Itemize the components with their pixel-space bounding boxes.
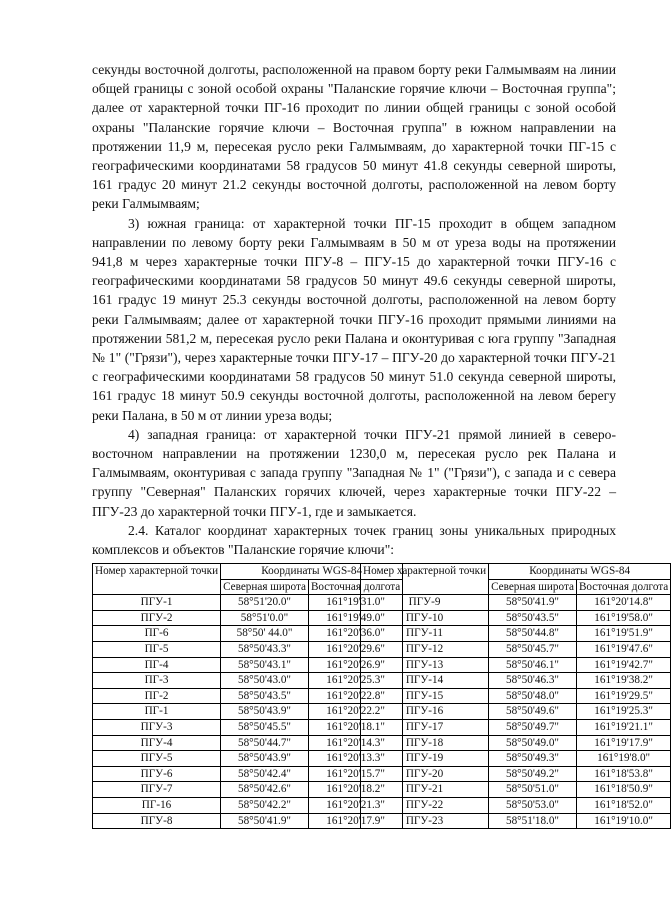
longitude-cell: 161°18'53.8" <box>576 766 670 782</box>
table-row <box>93 657 403 673</box>
header-coords-system: Координаты WGS-84 <box>221 564 403 580</box>
header-north-latitude: Северная широта <box>221 579 309 595</box>
longitude-cell: 161°19'21.1" <box>576 719 670 735</box>
coordinates-table-right <box>360 563 671 829</box>
point-name-cell: ПГУ-8 <box>93 813 221 829</box>
longitude-cell: 161°20'13.3" <box>308 751 402 767</box>
document-body <box>92 60 616 559</box>
table-row <box>93 751 403 767</box>
point-name-cell: ПГУ-22 <box>361 797 489 813</box>
latitude-cell: 58°50'44.8" <box>489 626 577 642</box>
paragraph-west-boundary: 4) западная граница: от характерной точки ПГУ-21 прямой линией в северо-восточном направлении на протяжении 1230,0 м, пересекая русло рек Палана и Галмымваям, оконтуривая с запада группу "Западная № 1" ("Грязи"), с запада и с севера группу "Северная" Паланских горячих ключей, через характерные точки ПГУ-22 – ПГУ-23 до характерной точки ПГУ-1, где и замыкается. <box>92 426 616 519</box>
latitude-cell: 58°50'53.0" <box>489 797 577 813</box>
latitude-cell: 58°50'51.0" <box>489 782 577 798</box>
latitude-cell: 58°50'43.1" <box>221 657 309 673</box>
paragraph-south-boundary: 3) южная граница: от характерной точки ПГ-15 проходит в общем западном направлении по левому борту реки Галмымваям в 50 м от уреза воды на протяжении 941,8 м через характерные точки ПГУ-8 – ПГУ-15 до характерной точки ПГУ-16 с географическими координатами 58 градусов 50 минут 49.6 секунды северной широты, 161 градус 19 минут 25.3 секунды восточной долготы, расположенной на левом борту реки Галмымваям; далее от характерной точки ПГУ-16 проходит прямыми линиями на протяжении 581,2 м, пересекая русло реки Палана и оконтуривая с юга группу "Западная № 1" ("Грязи"), через характерные точки ПГУ-17 – ПГУ-20 до характерной точки ПГУ-21 с географическими координатами 58 градусов 50 минут 51.0 секунда северной широты, 161 градус 18 минут 50.9 секунды восточной долготы, расположенной на левом берегу реки Палана, в 50 м от линии уреза воды; <box>92 215 616 423</box>
header-coords-system: Координаты WGS-84 <box>489 564 671 580</box>
longitude-cell: 161°19'42.7" <box>576 657 670 673</box>
table-row <box>361 657 671 673</box>
longitude-cell: 161°19'25.3" <box>576 704 670 720</box>
point-name-cell: ПГУ-12 <box>361 641 489 657</box>
table-row <box>93 813 403 829</box>
point-name-cell: ПГ-2 <box>93 688 221 704</box>
table-row <box>93 626 403 642</box>
table-row <box>93 595 403 611</box>
table-row <box>361 719 671 735</box>
longitude-cell: 161°19'8.0" <box>576 751 670 767</box>
table-row <box>93 688 403 704</box>
table-row <box>361 813 671 829</box>
table-row <box>361 797 671 813</box>
longitude-cell: 161°20'36.0" <box>308 626 402 642</box>
latitude-cell: 58°50'45.7" <box>489 641 577 657</box>
table-row <box>361 641 671 657</box>
latitude-cell: 58°51'20.0" <box>221 595 309 611</box>
latitude-cell: 58°51'0.0" <box>221 610 309 626</box>
point-name-cell: ПГ-5 <box>93 641 221 657</box>
latitude-cell: 58°50'43.9" <box>221 704 309 720</box>
table-row <box>361 626 671 642</box>
table-row <box>93 797 403 813</box>
paragraph-east-boundary-end: секунды восточной долготы, расположенной на правом борту реки Галмымваям на линии общей границы с зоной особой охраны "Паланские горячие ключи – Восточная группа"; далее от характерной точки ПГ-16 проходит по линии общей границы с зоной особой охраны "Паланские горячие ключи – Восточная группа" в южном направлении на протяжении 11,9 м, пересекая русло реки Галмымваям, до характерной точки ПГ-15 с географическими координатами 58 градусов 50 минут 41.8 секунды северной широты, 161 градус 20 минут 21.2 секунды восточной долготы, расположенной на левом борту реки Галмымваям; <box>92 62 616 212</box>
point-name-cell: ПГУ-1 <box>93 595 221 611</box>
table-row <box>361 782 671 798</box>
table-row <box>93 766 403 782</box>
longitude-cell: 161°20'15.7" <box>308 766 402 782</box>
latitude-cell: 58°50'49.0" <box>489 735 577 751</box>
table-row <box>361 673 671 689</box>
header-east-longitude: Восточная долгота <box>576 579 670 595</box>
point-name-cell: ПГУ-13 <box>361 657 489 673</box>
header-east-longitude: Восточная долгота <box>308 579 402 595</box>
latitude-cell: 58°50' 44.0" <box>221 626 309 642</box>
longitude-cell: 161°20'18.1" <box>308 719 402 735</box>
latitude-cell: 58°50'41.9" <box>489 595 577 611</box>
longitude-cell: 161°18'52.0" <box>576 797 670 813</box>
longitude-cell: 161°20'22.8" <box>308 688 402 704</box>
latitude-cell: 58°50'49.6" <box>489 704 577 720</box>
point-name-cell: ПГУ-19 <box>361 751 489 767</box>
table-row <box>361 595 671 611</box>
longitude-cell: 161°20'17.9" <box>308 813 402 829</box>
header-north-latitude: Северная широта <box>489 579 577 595</box>
latitude-cell: 58°50'49.3" <box>489 751 577 767</box>
point-name-cell: ПГУ-11 <box>361 626 489 642</box>
point-name-cell: ПГУ-2 <box>93 610 221 626</box>
longitude-cell: 161°19'47.6" <box>576 641 670 657</box>
latitude-cell: 58°50'46.3" <box>489 673 577 689</box>
latitude-cell: 58°50'46.1" <box>489 657 577 673</box>
table-row <box>361 704 671 720</box>
point-name-cell: ПГУ-10 <box>361 610 489 626</box>
latitude-cell: 58°50'43.9" <box>221 751 309 767</box>
point-name-cell: ПГУ-17 <box>361 719 489 735</box>
latitude-cell: 58°50'43.5" <box>489 610 577 626</box>
table-body <box>93 595 403 829</box>
point-name-cell: ПГУ-9 <box>361 595 489 611</box>
header-point-number: Номер характерной точки <box>93 564 221 595</box>
point-name-cell: ПГУ-5 <box>93 751 221 767</box>
longitude-cell: 161°20'25.3" <box>308 673 402 689</box>
latitude-cell: 58°50'43.3" <box>221 641 309 657</box>
point-name-cell: ПГ-6 <box>93 626 221 642</box>
table-row <box>93 735 403 751</box>
table-row <box>361 751 671 767</box>
table-row <box>93 782 403 798</box>
longitude-cell: 161°20'14.3" <box>308 735 402 751</box>
latitude-cell: 58°50'49.2" <box>489 766 577 782</box>
latitude-cell: 58°50'43.0" <box>221 673 309 689</box>
point-name-cell: ПГУ-15 <box>361 688 489 704</box>
latitude-cell: 58°50'42.4" <box>221 766 309 782</box>
longitude-cell: 161°20'26.9" <box>308 657 402 673</box>
longitude-cell: 161°19'38.2" <box>576 673 670 689</box>
longitude-cell: 161°19'49.0" <box>308 610 402 626</box>
latitude-cell: 58°51'18.0" <box>489 813 577 829</box>
longitude-cell: 161°19'10.0" <box>576 813 670 829</box>
point-name-cell: ПГ-1 <box>93 704 221 720</box>
point-name-cell: ПГУ-6 <box>93 766 221 782</box>
point-name-cell: ПГУ-3 <box>93 719 221 735</box>
longitude-cell: 161°18'50.9" <box>576 782 670 798</box>
table-row <box>361 610 671 626</box>
longitude-cell: 161°19'31.0" <box>308 595 402 611</box>
latitude-cell: 58°50'49.7" <box>489 719 577 735</box>
latitude-cell: 58°50'48.0" <box>489 688 577 704</box>
latitude-cell: 58°50'44.7" <box>221 735 309 751</box>
point-name-cell: ПГУ-7 <box>93 782 221 798</box>
table-row <box>361 735 671 751</box>
table-row <box>93 641 403 657</box>
point-name-cell: ПГ-16 <box>93 797 221 813</box>
longitude-cell: 161°19'58.0" <box>576 610 670 626</box>
longitude-cell: 161°20'22.2" <box>308 704 402 720</box>
point-name-cell: ПГУ-23 <box>361 813 489 829</box>
latitude-cell: 58°50'43.5" <box>221 688 309 704</box>
point-name-cell: ПГУ-4 <box>93 735 221 751</box>
table-row <box>93 704 403 720</box>
table-body <box>361 595 671 829</box>
point-name-cell: ПГУ-21 <box>361 782 489 798</box>
longitude-cell: 161°20'14.8" <box>576 595 670 611</box>
point-name-cell: ПГУ-14 <box>361 673 489 689</box>
table-row <box>361 766 671 782</box>
point-name-cell: ПГУ-18 <box>361 735 489 751</box>
longitude-cell: 161°20'18.2" <box>308 782 402 798</box>
table-row <box>93 719 403 735</box>
table-row <box>93 610 403 626</box>
table-row <box>361 688 671 704</box>
latitude-cell: 58°50'42.2" <box>221 797 309 813</box>
paragraph-catalog-heading: 2.4. Каталог координат характерных точек границ зоны уникальных природных комплексов и объектов "Паланские горячие ключи": <box>92 522 616 558</box>
latitude-cell: 58°50'41.9" <box>221 813 309 829</box>
header-point-number: Номер характерной точки <box>361 564 489 595</box>
longitude-cell: 161°20'29.6" <box>308 641 402 657</box>
longitude-cell: 161°19'17.9" <box>576 735 670 751</box>
longitude-cell: 161°19'51.9" <box>576 626 670 642</box>
point-name-cell: ПГ-4 <box>93 657 221 673</box>
longitude-cell: 161°19'29.5" <box>576 688 670 704</box>
latitude-cell: 58°50'45.5" <box>221 719 309 735</box>
latitude-cell: 58°50'42.6" <box>221 782 309 798</box>
longitude-cell: 161°20'21.3" <box>308 797 402 813</box>
point-name-cell: ПГУ-20 <box>361 766 489 782</box>
point-name-cell: ПГУ-16 <box>361 704 489 720</box>
coordinates-table-left <box>92 563 403 829</box>
table-row <box>93 673 403 689</box>
point-name-cell: ПГ-3 <box>93 673 221 689</box>
